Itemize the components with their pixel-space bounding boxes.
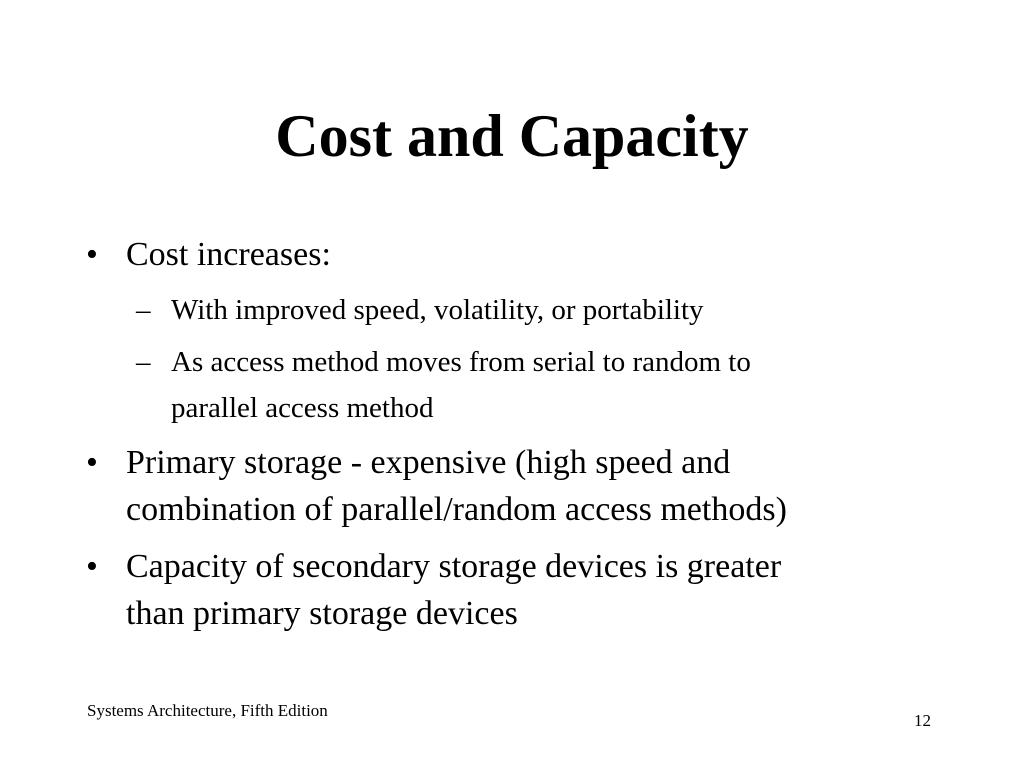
sub-bullet-marker: – [136,346,151,378]
sub-bullet-text: parallel access method [171,392,434,424]
footer-book-title: Systems Architecture, Fifth Edition [87,701,328,720]
sub-bullet-text: With improved speed, volatility, or portability [171,294,704,326]
sub-bullet-marker: – [136,294,151,326]
bullet-text: Cost increases: [126,236,331,273]
bullet-marker: • [86,236,98,273]
bullet-text: combination of parallel/random access methods) [126,491,787,528]
bullet-marker: • [86,444,98,481]
sub-bullet-text: As access method moves from serial to random to [171,346,751,378]
bullet-text: than primary storage devices [126,595,518,632]
bullet-text: Primary storage - expensive (high speed and [126,444,731,481]
slide-title: Cost and Capacity [275,103,749,169]
bullet-text: Capacity of secondary storage devices is greater [126,548,782,585]
footer-page-number: 12 [914,711,931,730]
bullet-marker: • [86,548,98,585]
